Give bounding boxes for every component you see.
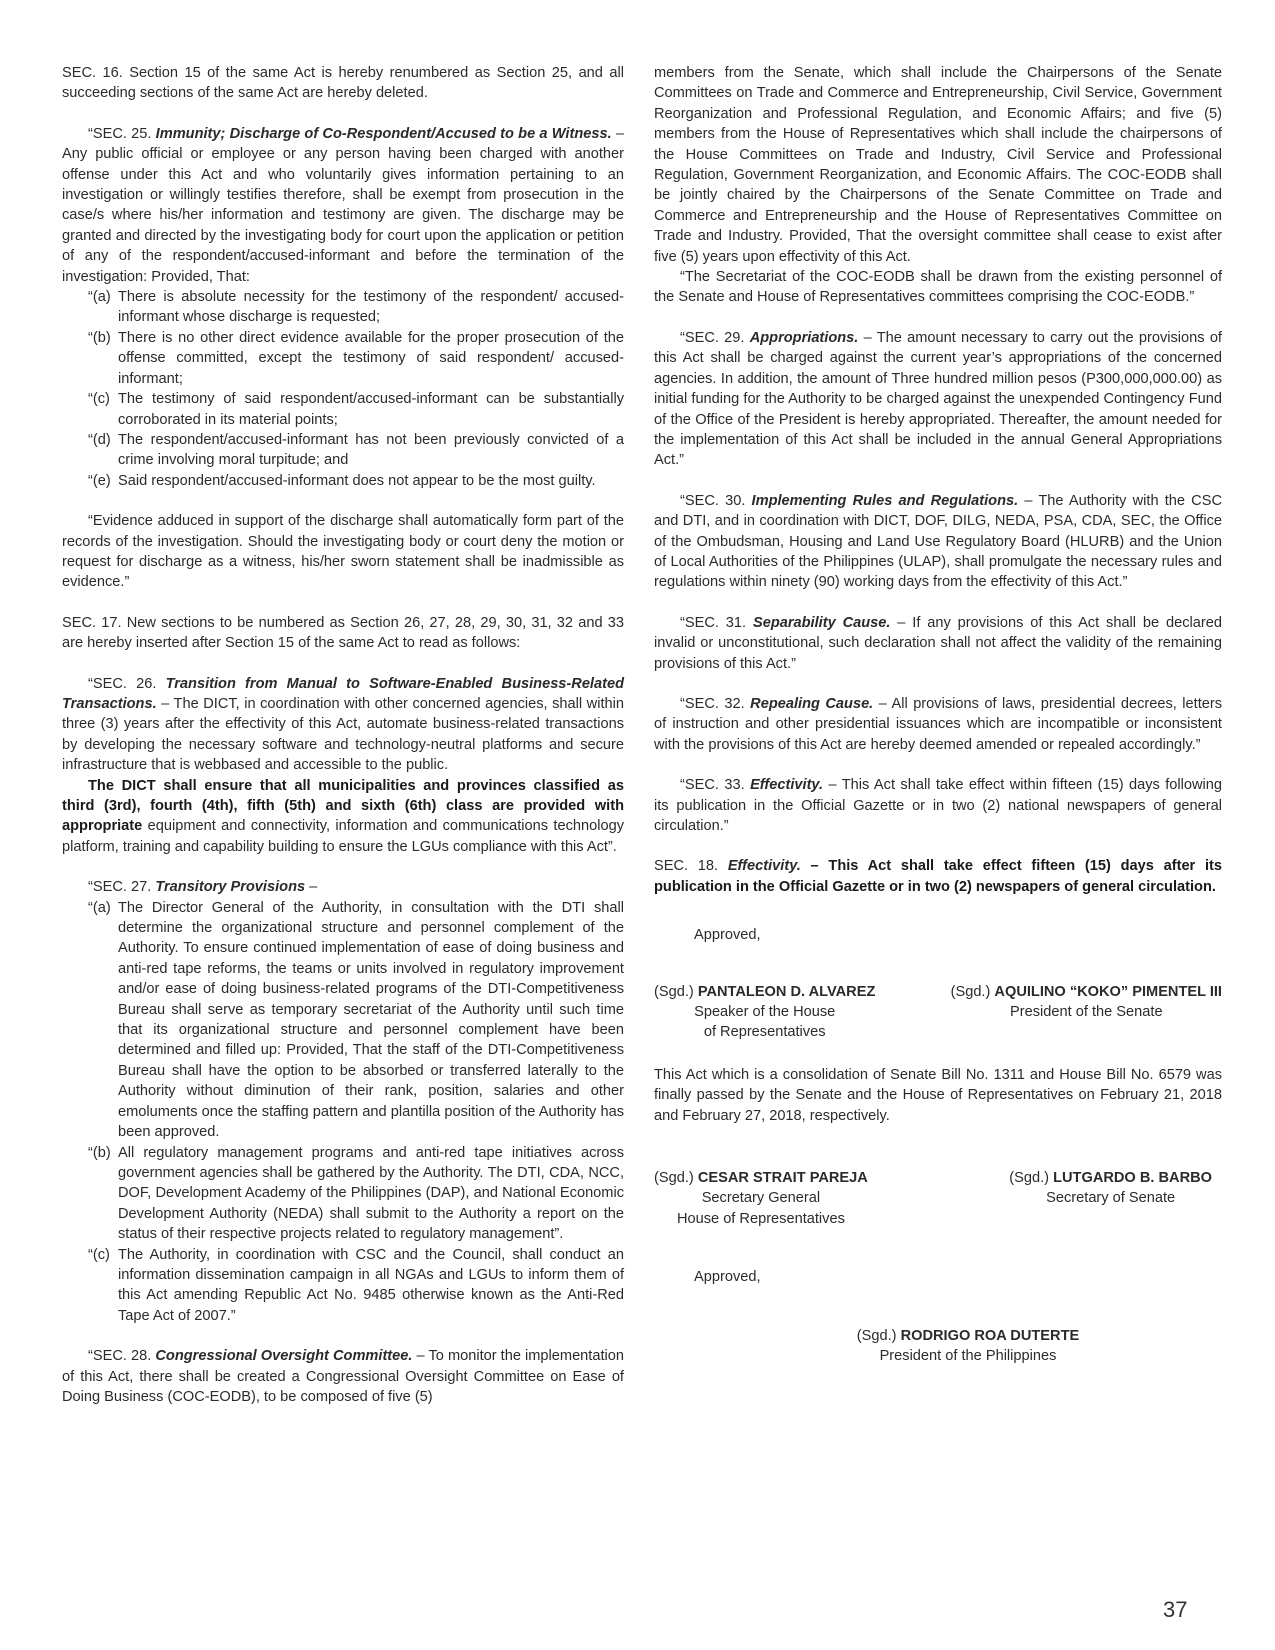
list-item: “(a) The Director General of the Authority, in consultation with the DTI shall determine the organizational structure and personnel complement of the Authority. To ensure continued implementation of ease of doing business and anti-red tape reforms, the teams or units involved in regulatory improvement and/or ease of doing business-related programs of the DTI-Competitiveness Bureau shall serve as temporary secretariat of the Authority until such time that its organizational structure and personnel complement have been determined and filled up: Provided, That the staff of the DTI-Competitiveness Bureau shall have the option to be absorbed or transferred laterally to the Authority without diminution of their rank, position, salaries and other emoluments once the staffing pattern and plantilla position of the Authority has been approved. — [88, 899, 624, 1141]
sec32-title: Repealing Cause. — [750, 695, 874, 712]
page-number: 37 — [1163, 1597, 1188, 1622]
list-item: “(c) The Authority, in coordination with CSC and the Council, shall conduct an information dissemination campaign in all NGAs and LGUs to inform them of this Act amending Republic Act No. 9485 otherwise known as the Anti-Red Tape Act of 2007.” — [88, 1246, 624, 1324]
sec28-continuation: members from the Senate, which shall include the Chairpersons of the Senate Committees on Trade and Commerce and Entrepreneurship, Civil Service, Government Reorganization and Professional Regulation, and Economic Affairs; and five (5) members from the House of Representatives which shall include the chairpersons of the House Committees on Trade and Industry, Civil Service and Professional Regulation, Government Reorganization, and Economic Affairs. The COC-EODB shall be jointly chaired by the Chairpersons of the Senate Committee on Trade and Commerce and Entrepreneurship and the House of Representatives Committee on Trade and Industry. Provided, That the oversight committee shall cease to exist after five (5) years upon effectivity of this Act. — [654, 65, 1222, 265]
approved-label-2: Approved, — [694, 1269, 761, 1286]
list-item: “(a) There is absolute necessity for the testimony of the respondent/ accused-informant whose discharge is requested; — [88, 289, 624, 326]
sec26-title: Transition from Manual to Software-Enabled Business-Related Transactions. — [62, 675, 624, 712]
left-column — [62, 63, 624, 1407]
right-column — [654, 63, 1222, 1367]
sec30-title: Implementing Rules and Regulations. — [751, 492, 1019, 509]
sec16-paragraph: SEC. 16. Section 15 of the same Act is hereby renumbered as Section 25, and all succeeding sections of the same Act are hereby deleted. — [62, 65, 624, 102]
sec25-list — [62, 287, 624, 491]
list-item: “(e) Said respondent/accused-informant does not appear to be the most guilty. — [88, 472, 596, 489]
list-item: “(b) All regulatory management programs and anti-red tape initiatives across government agencies shall be gathered by the Authority. The DTI, CDA, NCC, DOF, Development Academy of the Philippines (DAP), and National Economic Development Authority (NEDA) shall submit to the Authority a report on the status of their respective projects related to regulatory management”. — [88, 1144, 624, 1243]
sec26-paragraph: “SEC. 26. Transition from Manual to Software-Enabled Business-Related Transactions. – The DICT, in coordination with other concerned agencies, shall within three (3) years after the effectivity of this Act, automate business-related transactions by developing the necessary software and technology-neutral platforms and secure infrastructure that is webbased and accessible to the public. — [62, 675, 624, 774]
sec28-paragraph: “SEC. 28. Congressional Oversight Committee. – To monitor the implementation of this Act, there shall be created a Congressional Oversight Committee on Ease of Doing Business (COC-EODB), to be composed of five (5) — [62, 1348, 624, 1405]
signature-row-1 — [654, 982, 1222, 1043]
list-item: “(b) There is no other direct evidence available for the proper prosecution of the offense committed, except the testimony of said respondent/ accused-informant; — [88, 329, 624, 387]
sec28-title: Congressional Oversight Committee. — [155, 1348, 413, 1365]
consolidation-paragraph: This Act which is a consolidation of Senate Bill No. 1311 and House Bill No. 6579 was finally passed by the Senate and the House of Representatives on February 21, 2018 and February 27, 2018, respectively. — [654, 1066, 1222, 1124]
sec18-paragraph: SEC. 18. Effectivity. – This Act shall take effect fifteen (15) days after its publication in the Official Gazette or in two (2) newspapers of general circulation. — [654, 858, 1223, 895]
sec27-heading: “SEC. 27. Transitory Provisions – — [88, 879, 318, 896]
sec27-list — [62, 898, 624, 1327]
sec29-title: Appropriations. — [749, 329, 859, 346]
signature-barbo: (Sgd.) LUTGARDO B. BARBO Secretary of Senate — [1009, 1170, 1212, 1207]
sec26-paragraph-2: The DICT shall ensure that all municipalities and provinces classified as third (3rd), fourth (4th), fifth (5th) and sixth (6th) class are provided with appropriate equipment and connectivity, information and communications technology platform, training and capability building to ensure the LGUs compliance with this Act”. — [62, 777, 624, 855]
sec31-title: Separability Cause. — [752, 614, 891, 631]
signature-pimentel: (Sgd.) AQUILINO “KOKO” PIMENTEL III President of the Senate — [950, 983, 1222, 1021]
sec30-paragraph: “SEC. 30. Implementing Rules and Regulations. – The Authority with the CSC and DTI, and in coordination with DICT, DOF, DILG, NEDA, PSA, CDA, SEC, the Office of the Ombudsman, Housing and Land Use Regulatory Board (HLURB) and the Union of Local Authorities of the Philippines (ULAP), shall promulgate the necessary rules and regulations within ninety (90) working days from the effectivity of this Act.” — [654, 492, 1222, 591]
list-item: “(d) The respondent/accused-informant has not been previously convicted of a crime involving moral turpitude; and — [88, 431, 624, 469]
sec27-title: Transitory Provisions — [155, 879, 306, 896]
sec17-paragraph: SEC. 17. New sections to be numbered as Section 26, 27, 28, 29, 30, 31, 32 and 33 are hereby inserted after Section 15 of the same Act to read as follows: — [62, 614, 624, 652]
sec25-evidence-paragraph: “Evidence adduced in support of the discharge shall automatically form part of the records of the investigation. Should the investigating body or court deny the motion or request for discharge as a witness, his/her sworn statement shall be inadmissible as evidence.” — [62, 513, 624, 591]
sec25-paragraph: “SEC. 25. Immunity; Discharge of Co-Respondent/Accused to be a Witness. – Any public official or employee or any person having been charged with another offense under this Act and who voluntarily gives information pertaining to an investigation or willingly testifies therefore, shall be exempt from prosecution in the case/s where his/her information and testimony are given. The discharge may be granted and directed by the investigating body for court upon the application or petition of any of the respondent/accused-informant and before the termination of the investigation: Provided, That: — [62, 125, 624, 285]
sec33-title: Effectivity. — [750, 777, 824, 794]
signature-duterte: (Sgd.) RODRIGO ROA DUTERTE President of the Philippines — [856, 1327, 1080, 1365]
sec28-secretariat: “The Secretariat of the COC-EODB shall be drawn from the existing personnel of the Senate and House of Representatives committees comprising the COC-EODB.” — [654, 269, 1222, 306]
sec33-paragraph: “SEC. 33. Effectivity. – This Act shall take effect within fifteen (15) days following its publication in the Official Gazette or in two (2) national newspapers of general circulation.” — [654, 777, 1223, 834]
sec18-title: Effectivity. — [727, 858, 801, 875]
signature-alvarez: (Sgd.) PANTALEON D. ALVAREZ Speaker of the House of Representatives — [654, 983, 876, 1041]
signature-pareja: (Sgd.) CESAR STRAIT PAREJA Secretary General House of Representatives — [654, 1170, 868, 1227]
sec32-paragraph: “SEC. 32. Repealing Cause. – All provisions of laws, presidential decrees, letters of instruction and other presidential issuances which are incompatible or inconsistent with the provisions of this Act are hereby deemed amended or repealed accordingly.” — [654, 695, 1223, 753]
signature-row-2 — [654, 1168, 1222, 1229]
sec25-title: Immunity; Discharge of Co-Respondent/Accused to be a Witness. — [155, 125, 612, 142]
sec31-paragraph: “SEC. 31. Separability Cause. – If any provisions of this Act shall be declared invalid or unconstitutional, such declaration shall not affect the validity of the remaining provisions of this Act.” — [654, 614, 1223, 672]
list-item: “(c) The testimony of said respondent/accused-informant can be substantially corroborated in its material points; — [88, 391, 624, 428]
sec29-paragraph: “SEC. 29. Appropriations. – The amount necessary to carry out the provisions of this Act shall be charged against the current year’s appropriations of the concerned agencies. In addition, the amount of Three hundred million pesos (P300,000,000.00) as initial funding for the Authority to be charged against the unexpended Contingency Fund of the Office of the President is hereby appropriated. Thereafter, the amount needed for the implementation of this Act shall be included in the annual General Appropriations Act.” — [654, 329, 1222, 469]
approved-label: Approved, — [694, 927, 761, 944]
